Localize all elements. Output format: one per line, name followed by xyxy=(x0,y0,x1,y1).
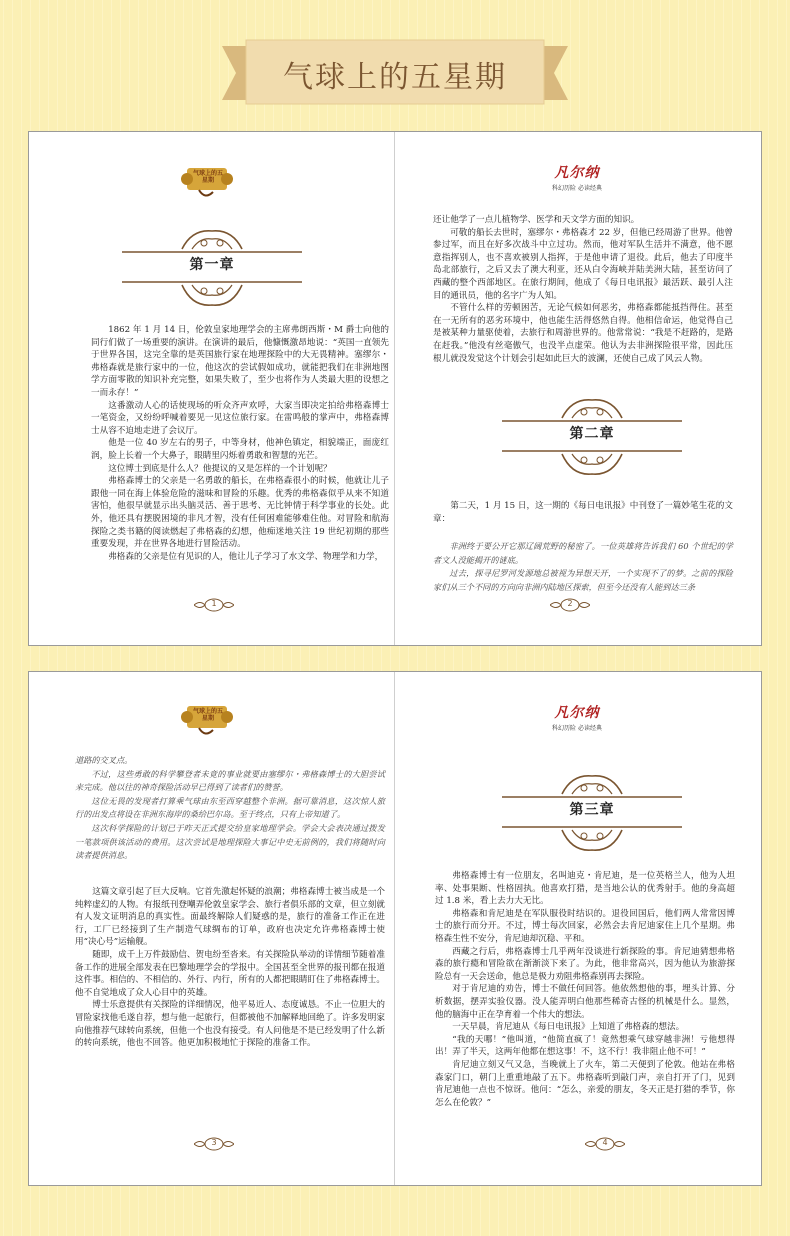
scroll-logo-text: 气球上的五星期 xyxy=(192,170,223,184)
paragraph: 随即，成千上万件鼓励信、贺电纷至沓来。有关探险队举动的详情细节随着准备工作的进展全部发表在巴黎地理学会的学报中。全国甚至全世界的报刊都在报道这件事。相信的、不相信的、外行、内行，所有的人都把眼睛盯住了弗格森博士。他不自觉地成了众人心目中的英雄。 xyxy=(75,949,385,998)
paragraph: 弗格森博士有一位朋友，名叫迪克・肯尼迪，是一位英格兰人，他为人坦率、处事果断、性格固执。他喜欢打猎，是当地公认的优秀射手。他的身高超过 1.8 米，看上去力大无比。 xyxy=(435,871,735,907)
body-text xyxy=(433,214,733,365)
brand-logo-main: 凡尔纳 xyxy=(554,705,600,721)
scroll-logo xyxy=(177,164,237,202)
paragraph: 弗格森博士的父亲是一名勇敢的船长，在弗格森很小的时候，他就让儿子跟他一同在海上体验危险的滋味和冒险的乐趣。优秀的弗格森似乎从来不知道害怕，他很早就显示出头脑灵活、善于思考、无比钟情于科学事业的长处。此外，他还具有摆脱困境的非凡才智，没有任何困难能够难住他。对冒险和航海探险之类书籍的阅读燃起了弗格森的幻想，他痴迷地关注 19 世纪初期的那些重要发现，并在世界各地进行冒险活动。 xyxy=(91,476,389,550)
page-number-text: 4 xyxy=(602,1138,608,1147)
banner-title: 气球上的五星期 xyxy=(283,60,507,95)
scroll-logo-text: 气球上的五星期 xyxy=(192,708,223,722)
chapter-heading-3 xyxy=(502,770,682,856)
paragraph: 一天早晨，肯尼迪从《每日电讯报》上知道了弗格森的想法。 xyxy=(452,1022,685,1033)
brand-logo xyxy=(537,702,617,738)
page-4 xyxy=(395,672,761,1185)
paragraph: 1862 年 1 月 14 日，伦敦皇家地理学会的主席弗朗西斯・M 爵士向他的同行们做了一场重要的演讲。在演讲的最后，他慷慨激昂地说：“英国一直领先于世界各国，这完全靠的是英国旅行家在地理探险中的大无畏精神。塞缪尔・弗格森就是旅行家中的一位，他这次的尝试假如成功，就能把我们在非洲地图学方面零散的知识补充完整，如果失败了，至少也将作为人类最大胆的设想之一而永存！” xyxy=(91,325,389,398)
chapter-heading-2 xyxy=(502,394,682,480)
body-text xyxy=(91,324,389,563)
quote-paragraph: 这次科学探险的计划已于昨天正式提交给皇家地理学会。学会大会表决通过拨发一笔款项供该活动的费用。这次尝试是地理探险大事记中史无前例的，我们将随时向读者提供消息。 xyxy=(75,822,385,861)
body-text xyxy=(75,886,385,1050)
quoted-article xyxy=(433,540,733,594)
paragraph: 弗格森的父亲是位有见识的人，他让儿子学习了水文学、物理学和力学， xyxy=(108,551,384,562)
page-1 xyxy=(29,132,395,645)
page-2 xyxy=(395,132,761,645)
page-number xyxy=(194,598,234,612)
paragraph: 可敬的船长去世时，塞缪尔・弗格森才 22 岁，但他已经周游了世界。他曾参过军，而且在好多次战斗中立过功。然而，他对军队生活并不满意，他不愿意指挥别人，也不喜欢被别人指挥，于是他申请了退役。此后，他去了印度半岛北部旅行，之后又去了澳大利亚，还从白令海峡并陆美洲大陆，甚至访问了西藏的整个西部地区。在旅行期间，他成了《每日电讯报》最活跃、最引人注目的通讯员，他的名字广为人知。 xyxy=(433,227,733,301)
chapter-title: 第一章 xyxy=(189,257,235,273)
paragraph: 弗格森和肯尼迪是在军队服役时结识的。退役回国后，他们两人常常因博士的旅行而分开。不过，博士每次回家，必然会去肯尼迪家住上几个星期。弗格森生性不安分，肯尼迪却沉稳、平和。 xyxy=(435,908,735,944)
page-number-text: 2 xyxy=(567,599,573,608)
brand-logo-sub: 科幻历险 必读经典 xyxy=(552,185,602,192)
paragraph: 这番激动人心的话使现场的听众齐声欢呼，大家当即决定拍给弗格森博士一笔资金，又纷纷呼喊着要见一见这位旅行家。在雷鸣般的掌声中，弗格森博士从容不迫地走进了会议厅。 xyxy=(91,400,389,436)
brand-logo-sub: 科幻历险 必读经典 xyxy=(552,725,602,732)
brand-logo-main: 凡尔纳 xyxy=(554,165,600,181)
page-number xyxy=(550,598,590,612)
paragraph: 肯尼迪立刻又气又急，当晚就上了火车，第二天便到了伦敦。他站在弗格森家门口，朝门上重重地敲了五下。弗格森听到敲门声，亲自打开了门，见到肯尼迪他一点也不惊讶。他问：“怎么，亲爱的朋友，冬天正是打猎的季节，你怎么在伦敦？” xyxy=(435,1059,735,1108)
page-number-text: 3 xyxy=(211,1138,217,1147)
quoted-article xyxy=(75,754,385,863)
brand-logo xyxy=(537,162,617,198)
paragraph: 不管什么样的劳顿困苦，无论气候如何恶劣，弗格森都能抵挡得住。甚至在一无所有的恶劣环境中，他也能生活得悠然自得。他相信命运，他觉得自己是被某种力量驱使着，去旅行和周游世界的。他常常说：“我是不赶路的，是路在赶我。”他没有丝毫傲气，也没半点虚荣。他认为去非洲探险很平常，因此压根儿就没发觉这个计划会引起如此巨大的波澜，还使自己成了风云人物。 xyxy=(433,303,733,364)
page-number-text: 1 xyxy=(211,599,217,608)
body-text xyxy=(433,500,733,525)
page-3 xyxy=(29,672,395,1185)
quote-paragraph: 这位无畏的发现者打算乘气球由东至西穿越整个非洲。据可靠消息，这次惊人旅行的出发点将设在非洲东海岸的桑给巴尔岛。至于终点，只有上帝知道了。 xyxy=(75,795,385,820)
paragraph: 博士乐意提供有关探险的详细情况，他平易近人、态度诚恳。不止一位胆大的冒险家找他毛遂自荐，想与他一起旅行，但都被他不加解释地回绝了。许多发明家向他推荐气球转向系统，但他一个也没有接受。有人问他是不是已经发明了什么新的转向系统，他也不回答。他更加积极地忙于探险的准备工作。 xyxy=(75,1000,385,1049)
paragraph: 西藏之行后，弗格森博士几乎两年没谈进行新探险的事。肯尼迪猜想弗格森的旅行瘾和冒险欲在渐渐淡下来了。为此，他非常高兴，因为他认为旅游探险总有一天会送命，他总是极力劝阻弗格森别再去探险。 xyxy=(435,946,735,982)
quote-paragraph: 道路的交叉点。 xyxy=(75,755,133,765)
paragraph: 这位博士到底是什么人？他提议的又是怎样的一个计划呢？ xyxy=(108,463,332,474)
paragraph: 他是一位 40 岁左右的男子，中等身材，他神色镇定，相貌端正，面庞红润，脸上长着一个大鼻子，眼睛里闪烁着勇敢和智慧的光芒。 xyxy=(91,438,389,461)
paragraph: “我的天哪！”他叫道，“他简直疯了！竟然想乘气球穿越非洲！亏他想得出！弄了半天，这两年他都在想这事！不，这不行！我非阻止他不可！” xyxy=(435,1034,735,1058)
quote-paragraph: 过去，探寻尼罗河发源地总被视为异想天开，一个实现不了的梦。之前的探险家们从三个不同的方向向非洲内陆地区探索，但至今还没有人能到达三条 xyxy=(433,568,733,592)
book-spread-1 xyxy=(28,131,762,646)
chapter-title: 第二章 xyxy=(569,426,615,442)
body-text xyxy=(435,870,735,1109)
page-number xyxy=(585,1137,625,1151)
paragraph: 第二天，1 月 15 日，这一期的《每日电讯报》中刊登了一篇妙笔生花的文章： xyxy=(433,501,733,524)
page-number xyxy=(194,1137,234,1151)
title-banner xyxy=(222,38,568,108)
quote-paragraph: 不过，这些勇敢的科学攀登者未竟的事业就要由塞缪尔・弗格森博士的大胆尝试来完成。他以往的神奇探险活动早已得到了读者们的赞誉。 xyxy=(75,768,385,793)
chapter-title: 第三章 xyxy=(569,802,615,818)
scroll-logo xyxy=(177,702,237,740)
book-spread-2 xyxy=(28,671,762,1186)
paragraph: 还让他学了一点儿植物学、医学和天文学方面的知识。 xyxy=(433,215,640,225)
chapter-heading-1 xyxy=(122,225,302,311)
paragraph: 这篇文章引起了巨大反响。它首先激起怀疑的浪潮；弗格森博士被当成是一个纯粹虚幻的人物。有报纸刊登嘲弄伦敦皇家学会、旅行者俱乐部的文章，但立刻就有人发文证明消息的真实性。面最终解除人们疑惑的是，旅行的准备工作正在进行，工厂已经接到了生产制造气球绸布的订单，政府也决定允许弗格森博士使用“决心号”运输舰。 xyxy=(75,887,385,948)
paragraph: 对于肯尼迪的劝告，博士不做任何回答。他依然想他的事，埋头计算、分析数据，摆弄实验仪器。没人能弄明白他那些稀奇古怪的机械是什么。显然，他的脑海中正在孕育着一个伟大的想法。 xyxy=(435,984,735,1020)
quote-paragraph: 非洲终于要公开它那辽阔荒野的秘密了。一位英雄将告诉我们 60 个世纪的学者文人没能揭开的谜底。 xyxy=(433,541,733,565)
